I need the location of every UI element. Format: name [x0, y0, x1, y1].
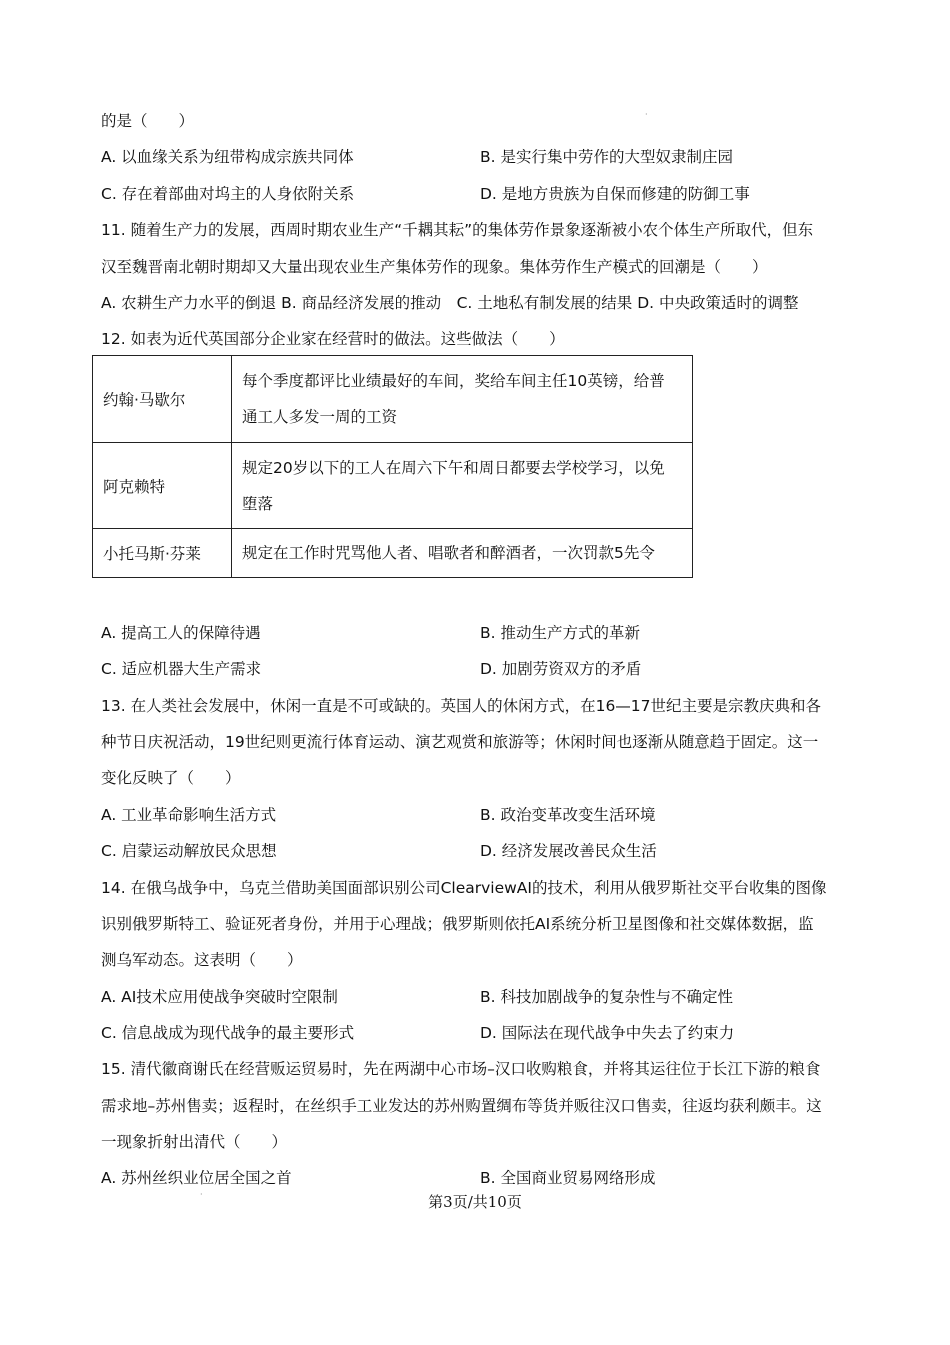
- table-cell-desc: [232, 356, 693, 443]
- desc-line: 规定20岁以下的工人在周六下午和周日都要去学校学习，以免: [242, 458, 665, 477]
- q10-stem-tail: 的是（ ）: [101, 112, 195, 130]
- q15-stem-line-1: 15. 清代徽商谢氏在经营贩运贸易时，先在两湖中心市场–汉口收购粮食，并将其运往位于长江下游的粮食: [101, 1060, 821, 1078]
- q12-option-c: C. 适应机器大生产需求: [101, 660, 262, 678]
- q14-stem-line-2: 识别俄罗斯特工、验证死者身份，并用于心理战；俄罗斯则依托AI系统分析卫星图像和社交媒体数据，监: [101, 915, 814, 933]
- q14-stem-line-1: 14. 在俄乌战争中，乌克兰借助美国面部识别公司ClearviewAI的技术，利用从俄罗斯社交平台收集的图像: [101, 879, 827, 897]
- desc-line: 堕落: [242, 494, 274, 513]
- q11-options: A. 农耕生产力水平的倒退 B. 商品经济发展的推动 C. 土地私有制发展的结果 D. 中央政策适时的调整: [101, 294, 799, 312]
- q13-stem-line-1: 13. 在人类社会发展中，休闲一直是不可或缺的。英国人的休闲方式，在16—17世纪主要是宗教庆典和各: [101, 697, 822, 715]
- q12-option-d: D. 加剧劳资双方的矛盾: [480, 660, 642, 678]
- q13-stem-line-2: 种节日庆祝活动，19世纪则更流行体育运动、演艺观赏和旅游等；休闲时间也逐渐从随意趋于固定。这一: [101, 733, 819, 751]
- q14-option-a: A. AI技术应用使战争突破时空限制: [101, 988, 338, 1006]
- q10-option-c: C. 存在着部曲对坞主的人身依附关系: [101, 185, 355, 203]
- table-cell-desc: [232, 529, 693, 578]
- table-cell-name: 阿克赖特: [93, 443, 232, 529]
- q14-option-d: D. 国际法在现代战争中失去了约束力: [480, 1024, 735, 1042]
- q12-option-b: B. 推动生产方式的革新: [480, 624, 640, 642]
- page-footer: 第3页/共10页: [428, 1193, 522, 1211]
- q15-stem-line-3: 一现象折射出清代（ ）: [101, 1133, 288, 1151]
- q12-stem: 12. 如表为近代英国部分企业家在经营时的做法。这些做法（ ）: [101, 330, 565, 348]
- table-row: [93, 356, 693, 443]
- q13-option-d: D. 经济发展改善民众生活: [480, 842, 657, 860]
- scan-dot: ·: [645, 110, 648, 119]
- q14-option-b: B. 科技加剧战争的复杂性与不确定性: [480, 988, 733, 1006]
- table-row: [93, 443, 693, 529]
- q10-option-a: A. 以血缘关系为纽带构成宗族共同体: [101, 148, 354, 166]
- q14-option-c: C. 信息战成为现代战争的最主要形式: [101, 1024, 355, 1042]
- table-cell-desc: [232, 443, 693, 529]
- q11-stem-line-1: 11. 随着生产力的发展，西周时期农业生产“千耦其耘”的集体劳作景象逐渐被小农个体生产所取代，但东: [101, 221, 814, 239]
- table-cell-name: 约翰·马歇尔: [93, 356, 232, 443]
- scan-dot: ·: [200, 1190, 203, 1199]
- q11-stem-line-2: 汉至魏晋南北朝时期却又大量出现农业生产集体劳作的现象。集体劳作生产模式的回潮是（ ）: [101, 258, 768, 276]
- desc-line: 规定在工作时咒骂他人者、唱歌者和醉酒者，一次罚款5先令: [242, 544, 655, 562]
- table-row: [93, 529, 693, 578]
- q10-option-d: D. 是地方贵族为自保而修建的防御工事: [480, 185, 750, 203]
- q15-stem-line-2: 需求地–苏州售卖；返程时，在丝织手工业发达的苏州购置绸布等货并贩往汉口售卖，往返均获利颇丰。这: [101, 1097, 822, 1115]
- table-cell-name: 小托马斯·芬莱: [93, 529, 232, 578]
- q13-option-c: C. 启蒙运动解放民众思想: [101, 842, 277, 860]
- q13-option-a: A. 工业革命影响生活方式: [101, 806, 277, 824]
- q14-stem-line-3: 测乌军动态。这表明（ ）: [101, 951, 303, 969]
- q15-option-a: A. 苏州丝织业位居全国之首: [101, 1169, 292, 1187]
- desc-line: 通工人多发一周的工资: [242, 408, 398, 426]
- q13-option-b: B. 政治变革改变生活环境: [480, 806, 656, 824]
- q12-table: [92, 355, 693, 578]
- q13-stem-line-3: 变化反映了（ ）: [101, 769, 241, 787]
- q12-option-a: A. 提高工人的保障待遇: [101, 624, 261, 642]
- q15-option-b: B. 全国商业贸易网络形成: [480, 1169, 656, 1187]
- q10-option-b: B. 是实行集中劳作的大型奴隶制庄园: [480, 148, 733, 166]
- desc-line: 每个季度都评比业绩最好的车间，奖给车间主任10英镑，给普: [242, 372, 665, 390]
